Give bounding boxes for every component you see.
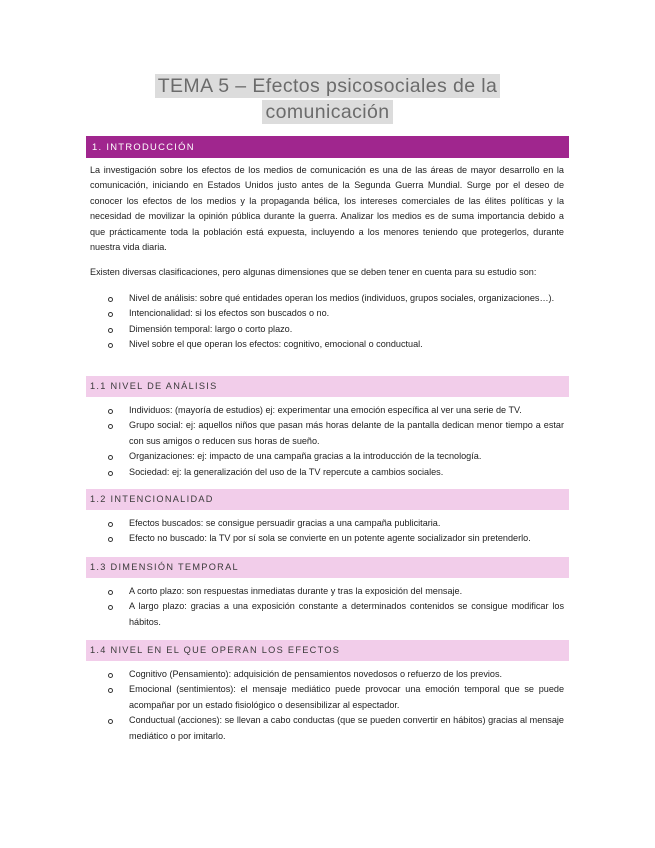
bullet-icon [108,409,113,414]
bullet-icon [108,343,113,348]
list-item: A corto plazo: son respuestas inmediatas durante y tras la exposición del mensaje. [108,584,564,599]
list-item: Organizaciones: ej: impacto de una campaña gracias a la introducción de la tecnología. [108,449,564,464]
section-heading-nivel-analisis: 1.1 NIVEL DE ANÁLISIS [86,376,569,397]
section-heading-nivel-efectos: 1.4 NIVEL EN EL QUE OPERAN LOS EFECTOS [86,640,569,661]
bullet-icon [108,471,113,476]
bullet-icon [108,605,113,610]
nivel-analisis-list [108,403,564,480]
title-line-1: TEMA 5 – Efectos psicosociales de la [155,74,501,98]
list-item: Efectos buscados: se consigue persuadir gracias a una campaña publicitaria. [108,516,564,531]
bullet-icon [108,673,113,678]
bullet-icon [108,719,113,724]
bullet-icon [108,297,113,302]
bullet-icon [108,455,113,460]
intro-dimensions-paragraph: Existen diversas clasificaciones, pero algunas dimensiones que se deben tener en cuenta para su estudio son: [90,267,537,277]
bullet-icon [108,688,113,693]
bullet-icon [108,424,113,429]
bullet-icon [108,522,113,527]
section-heading-dimension-temporal: 1.3 DIMENSIÓN TEMPORAL [86,557,569,578]
bullet-icon [108,590,113,595]
bullet-icon [108,328,113,333]
list-item: Grupo social: ej: aquellos niños que pasan más horas delante de la pantalla dedican menor tiempo a estar con sus amigos o reducen sus horas de sueño. [108,418,564,449]
list-item: Cognitivo (Pensamiento): adquisición de pensamientos novedosos o refuerzo de los previos. [108,667,564,682]
list-item: Nivel sobre el que operan los efectos: cognitivo, emocional o conductual. [108,337,564,352]
nivel-efectos-list [108,667,564,744]
bullet-icon [108,537,113,542]
intro-dimensions-list [108,291,564,353]
list-item: Conductual (acciones): se llevan a cabo conductas (que se pueden convertir en hábitos) gracias al mensaje mediático o por imitarlo. [108,713,564,744]
document-title [0,74,655,126]
bullet-icon [108,312,113,317]
intro-paragraph: La investigación sobre los efectos de los medios de comunicación es una de las áreas de mayor desarrollo en la comunicación, iniciando en Estados Unidos justo antes de la Segunda Guerra Mundial. Surge por el deseo de conocer los efectos de los medios y la propaganda bélica, los intereses comerciales de las élites políticas y la necesidad de movilizar la opinión pública durante la guerra. Analizar los medios es de suma importancia debido a que prácticamente toda la población está expuesta, incluyendo a los menores teniendo que protegerlos, durante nuestra vida diaria. [90,165,564,253]
list-item: Nivel de análisis: sobre qué entidades operan los medios (individuos, grupos sociales, organizaciones…). [108,291,564,306]
list-item: A largo plazo: gracias a una exposición constante a determinados contenidos se consigue modificar los hábitos. [108,599,564,630]
list-item: Sociedad: ej: la generalización del uso de la TV repercute a cambios sociales. [108,465,564,480]
section-heading-introduccion: 1. INTRODUCCIÓN [86,136,569,158]
list-item: Intencionalidad: si los efectos son buscados o no. [108,306,564,321]
list-item: Individuos: (mayoría de estudios) ej: experimentar una emoción específica al ver una serie de TV. [108,403,564,418]
list-item: Efecto no buscado: la TV por sí sola se convierte en un potente agente socializador sin pretenderlo. [108,531,564,546]
list-item: Emocional (sentimientos): el mensaje mediático puede provocar una emoción temporal que se puede acompañar por un estado fisiológico o desensibilizar al espectador. [108,682,564,713]
dimension-temporal-list [108,584,564,630]
title-line-2: comunicación [262,100,392,124]
list-item: Dimensión temporal: largo o corto plazo. [108,322,564,337]
intencionalidad-list [108,516,564,547]
section-heading-intencionalidad: 1.2 INTENCIONALIDAD [86,489,569,510]
